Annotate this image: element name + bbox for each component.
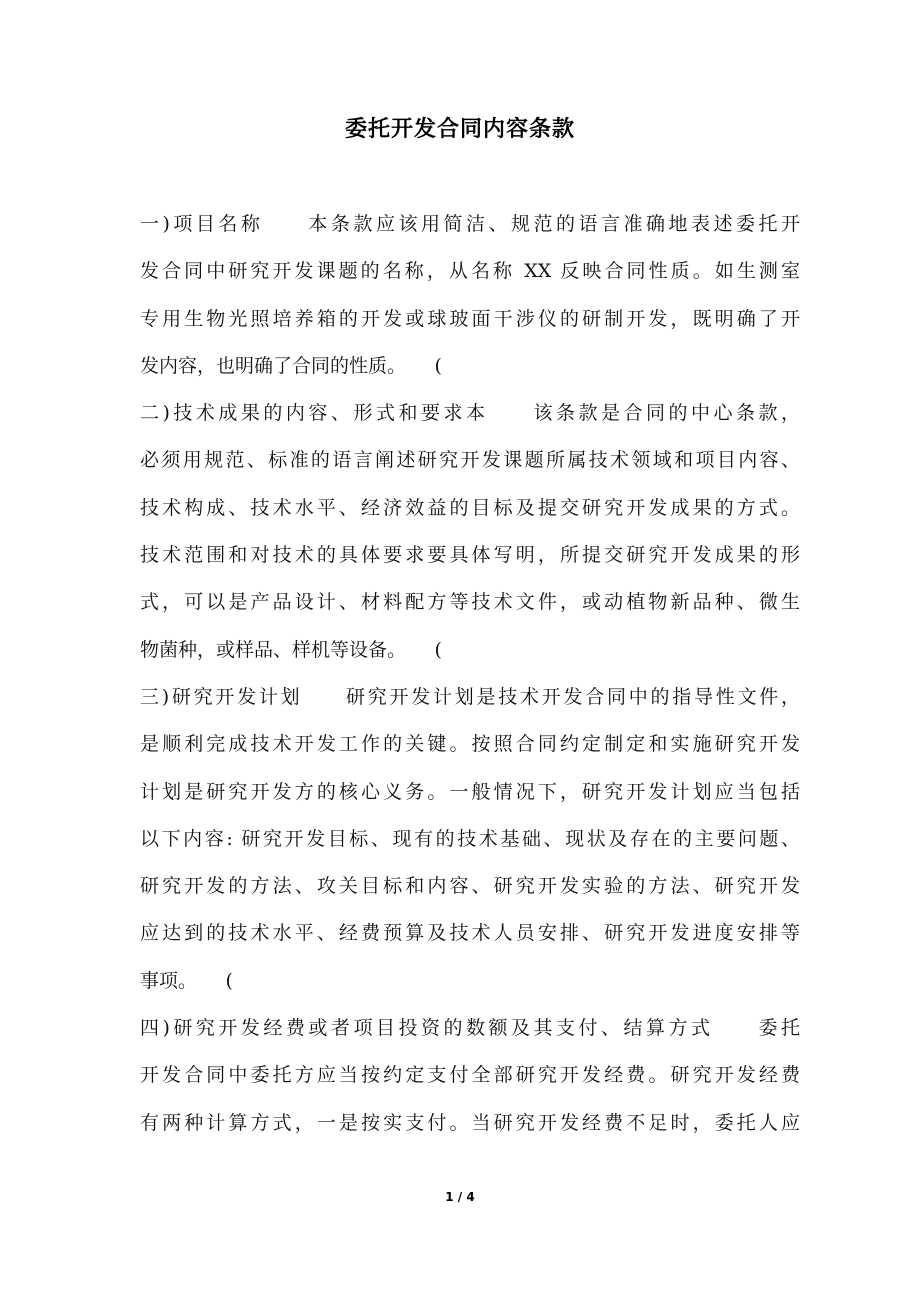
document-title: 委托开发合同内容条款 (344, 117, 575, 142)
text-line: 发内容，也明确了合同的性质。 ( (140, 354, 442, 377)
text-line: 事项。 ( (140, 969, 233, 992)
text-line: 专用生物光照培养箱的开发或球玻面干涉仪的研制开发，既明确了开 (140, 307, 800, 330)
text-line: 计划是研究开发方的核心义务。一般情况下，研究开发计划应当包括 (140, 780, 800, 803)
document-body (140, 201, 800, 1147)
text-line: 四)研究开发经费或者项目投资的数额及其支付、结算方式 委托 (140, 1017, 800, 1040)
text-line: 式，可以是产品设计、材料配方等技术文件，或动植物新品种、微生 (140, 591, 800, 614)
text-line: 有两种计算方式，一是按实支付。当研究开发经费不足时，委托人应 (140, 1111, 800, 1134)
text-line: 物菌种，或样品、样机等设备。 ( (140, 638, 442, 661)
text-line: 技术范围和对技术的具体要求要具体写明，所提交研究开发成果的形 (140, 544, 800, 567)
text-line: 二)技术成果的内容、形式和要求本 该条款是合同的中心条款， (140, 402, 800, 425)
text-line: 是顺利完成技术开发工作的关键。按照合同约定制定和实施研究开发 (140, 733, 800, 756)
text-line: 应达到的技术水平、经费预算及技术人员安排、研究开发进度安排等 (140, 922, 800, 945)
text-line: 研究开发的方法、攻关目标和内容、研究开发实验的方法、研究开发 (140, 875, 800, 898)
text-line: 一)项目名称 本条款应该用简洁、规范的语言准确地表述委托开 (140, 213, 800, 235)
text-line: 技术构成、技术水平、经济效益的目标及提交研究开发成果的方式。 (140, 496, 800, 519)
text-line: 以下内容: 研究开发目标、现有的技术基础、现状及存在的主要问题、 (140, 827, 800, 850)
text-line: 三)研究开发计划 研究开发计划是技术开发合同中的指导性文件， (140, 685, 800, 708)
text-line: 发合同中研究开发课题的名称，从名称 XX 反映合同性质。如生测室 (140, 260, 800, 283)
text-line: 开发合同中委托方应当按约定支付全部研究开发经费。研究开发经费 (140, 1064, 800, 1087)
text-line: 必须用规范、标准的语言阐述研究开发课题所属技术领域和项目内容、 (140, 449, 800, 472)
page-number: 1 / 4 (445, 1190, 475, 1204)
